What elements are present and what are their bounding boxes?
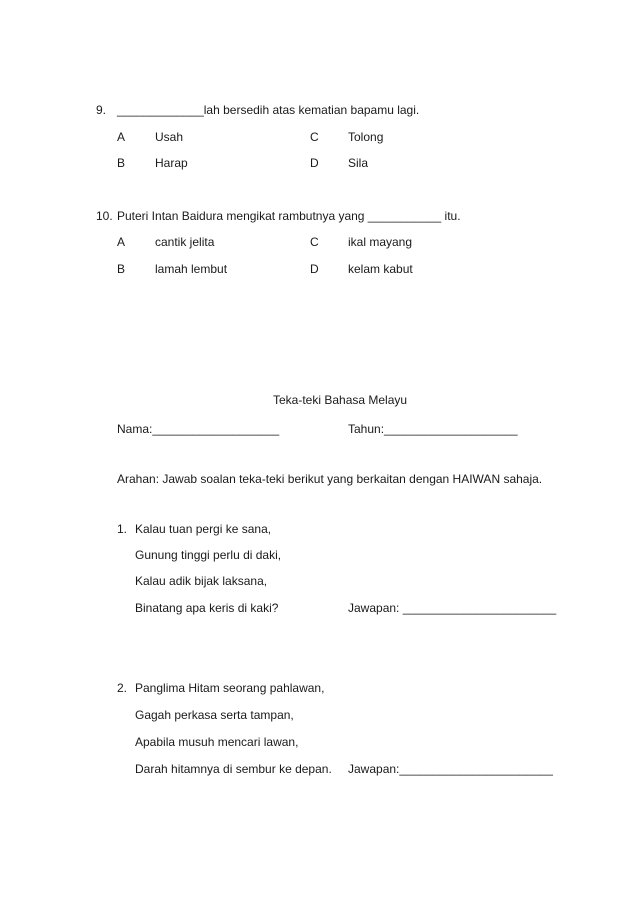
riddle-2-line-3: Apabila musuh mencari lawan, <box>135 735 299 749</box>
riddle-2-answer-field: Jawapan:_______________________ <box>348 762 553 776</box>
question-9-option-d-text: Sila <box>348 156 369 170</box>
question-9-option-b-letter: B <box>117 156 126 170</box>
question-10-option-b-text: lamah lembut <box>155 262 228 276</box>
question-10-option-c-text: ikal mayang <box>348 235 413 249</box>
question-10-number: 10. <box>96 209 113 223</box>
riddle-1-line-2: Gunung tinggi perlu di daki, <box>135 548 282 562</box>
riddle-2-number: 2. <box>117 681 128 695</box>
year-field: Tahun:____________________ <box>348 422 518 436</box>
question-10-option-a-text: cantik jelita <box>155 235 215 249</box>
riddle-2-line-1: Panglima Hitam seorang pahlawan, <box>135 681 325 695</box>
question-9-option-c-text: Tolong <box>348 130 384 144</box>
question-10-option-c-letter: C <box>310 235 319 249</box>
riddle-1-line-4: Binatang apa keris di kaki? <box>135 601 279 615</box>
question-10-option-a-letter: A <box>117 235 126 249</box>
question-9-option-a-letter: A <box>117 130 126 144</box>
riddle-1-number: 1. <box>117 522 128 536</box>
question-9-option-c-letter: C <box>310 130 319 144</box>
name-field: Nama:___________________ <box>117 422 280 436</box>
riddle-1-line-1: Kalau tuan pergi ke sana, <box>135 522 272 536</box>
question-9-option-a-text: Usah <box>155 130 184 144</box>
question-10-option-d-letter: D <box>310 262 319 276</box>
question-10-option-d-text: kelam kabut <box>348 262 413 276</box>
question-9-option-d-letter: D <box>310 156 319 170</box>
question-9-stem: _____________lah bersedih atas kematian bapamu lagi. <box>117 103 420 117</box>
question-9-option-b-text: Harap <box>155 156 188 170</box>
riddle-1-line-3: Kalau adik bijak laksana, <box>135 574 268 588</box>
riddle-section-title: Teka-teki Bahasa Melayu <box>273 393 408 407</box>
riddle-1-answer-field: Jawapan: _______________________ <box>348 601 557 615</box>
riddle-2-line-2: Gagah perkasa serta tampan, <box>135 708 294 722</box>
question-10-stem: Puteri Intan Baidura mengikat rambutnya yang ___________ itu. <box>117 209 461 223</box>
question-10-option-b-letter: B <box>117 262 126 276</box>
question-9-number: 9. <box>96 103 107 117</box>
riddle-2-line-4: Darah hitamnya di sembur ke depan. <box>135 762 332 776</box>
instruction-text: Arahan: Jawab soalan teka-teki berikut yang berkaitan dengan HAIWAN sahaja. <box>117 472 543 486</box>
